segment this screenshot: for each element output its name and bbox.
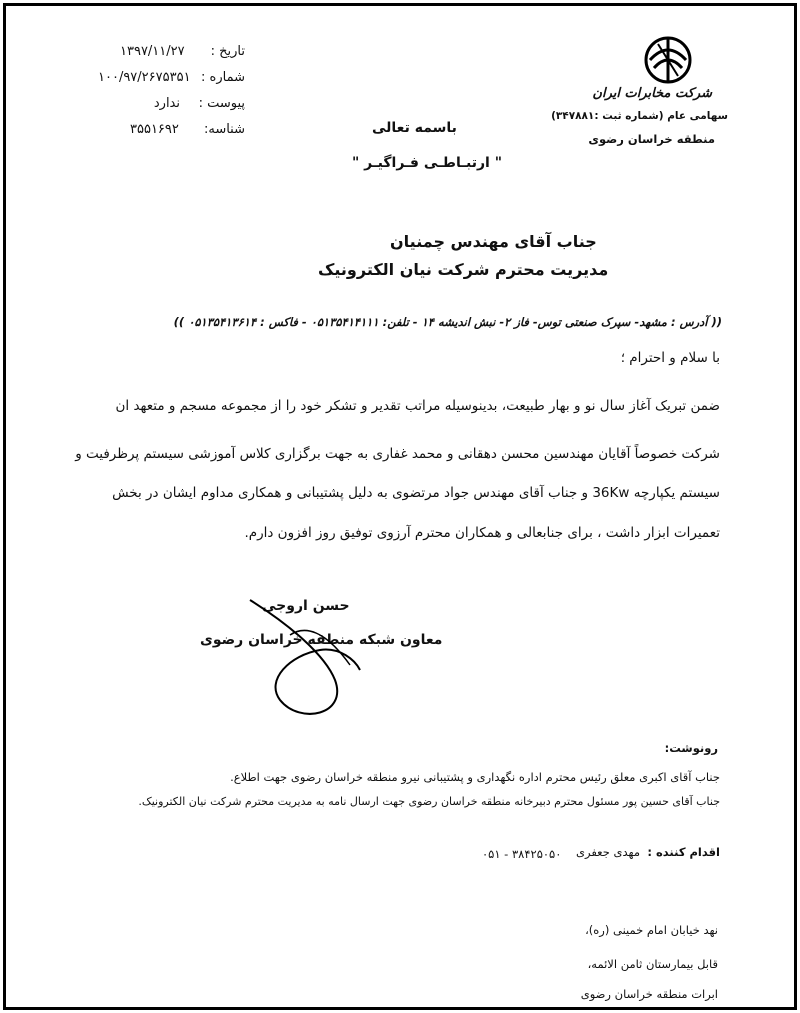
footer-address-line-1: نهد خیابان امام خمینی (ره)، (585, 923, 718, 937)
company-logo-icon (638, 30, 698, 88)
attachment-value: ندارد (153, 96, 180, 111)
recipient-address: (( آدرس : مشهد- سپرک صنعتی توس- فاز ۲- نبش اندیشه ۱۴ - تلفن: ۰۵۱۳۵۴۱۴۱۱۱ - فاکس : ۰۵۱۳۵۴۱۳۶۱۴ )) (173, 315, 722, 329)
signatory-title: معاون شبکه منطقه خراسان رضوی (200, 632, 443, 648)
date-label: تاریخ : (210, 44, 245, 59)
attachment-label: پیوست : (198, 96, 245, 111)
signatory-name: حسن اروجی (262, 598, 350, 614)
slogan: " ارتبـاطـی فـراگیـر " (352, 155, 503, 171)
id-label: شناسه: (203, 122, 245, 137)
body-paragraph-line-3: سیستم یکپارچه 36Kw و جناب آقای مهندس جواد مرتضوی به دلیل پشتیبانی و همکاری مداوم ایشان در بخش (112, 485, 720, 501)
recipient-line-1: جناب آقای مهندس چمنیان (390, 232, 597, 251)
company-logo-text: شرکت مخابرات ایران (592, 86, 712, 101)
number-value: ۱۰۰/۹۷/۲۶۷۵۳۵۱ (98, 70, 191, 85)
company-reg-line: سهامی عام (شماره ثبت :۳۴۷۸۸۱) (551, 110, 728, 122)
date-value: ۱۳۹۷/۱۱/۲۷ (120, 44, 185, 59)
company-region: منطقه خراسان رضوی (588, 132, 715, 146)
body-paragraph-line-1: ضمن تبریک آغاز سال نو و بهار طبیعت، بدینوسیله مراتب تقدیر و تشکر خود را از مجموعه مسجم و متعهد ان (115, 398, 720, 414)
footer-address-line-3: ابرات منطقه خراسان رضوی (580, 987, 718, 1001)
cc-line-1: جناب آقای اکبری معلق رئیس محترم اداره نگهداری و پشتیبانی نیرو منطقه خراسان رضوی جهت اطلاع. (230, 770, 720, 784)
action-person: مهدی جعفری (576, 845, 640, 859)
heading: باسمه تعالی (372, 120, 457, 136)
greeting: با سلام و احترام ؛ (620, 350, 720, 366)
cc-line-2: جناب آقای حسین پور مسئول محترم دبیرخانه منطقه خراسان رضوی جهت ارسال نامه به مدیریت محترم شرکت نیان الکترونیک. (138, 795, 720, 808)
id-value: ۳۵۵۱۶۹۲ (130, 122, 179, 137)
action-label: اقدام کننده : (647, 845, 720, 859)
body-paragraph-line-2: شرکت خصوصاً آقایان مهندسین محسن دهقانی و محمد غفاری به جهت برگزاری کلاس آموزشی سیستم پرظرفیت و (75, 446, 720, 462)
body-paragraph-line-4: تعمیرات ابزار داشت ، برای جنابعالی و همکاران محترم آرزوی توفیق روز افزون دارم. (244, 525, 720, 541)
recipient-line-2: مدیریت محترم شرکت نیان الکترونیک (318, 260, 609, 279)
action-phone: ۰۵۱ - ۳۸۴۲۵۰۵۰ (482, 847, 562, 861)
cc-label: رونوشت: (664, 741, 718, 755)
footer-address-line-2: قابل بیمارستان ثامن الائمه، (587, 957, 718, 971)
handwritten-signature (230, 585, 380, 735)
number-label: شماره : (201, 70, 245, 85)
